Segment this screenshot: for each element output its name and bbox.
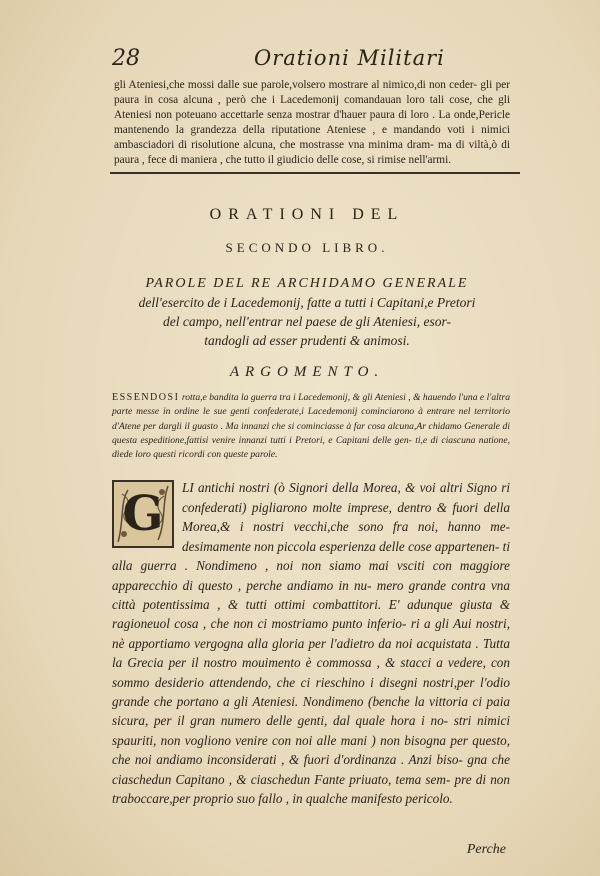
ornamental-dropcap [112, 480, 174, 548]
oration-body [112, 478, 510, 808]
argument-paragraph [112, 391, 510, 462]
running-title: Orationi Militari [254, 46, 445, 70]
section-divider [110, 172, 520, 174]
section-subtitle: SECONDO LIBRO. [225, 240, 389, 255]
oration-text: LI antichi nostri (ò Signori della Morea, & voi altri Signo ri confederati) pigliarono molte imprese, dentro & fuori della Morea,& i nostri vecchi,che sono fra noi, hanno me- desimamente non piccola esperienza delle cose appartenen- ti alla guerra . Nondimeno , noi non siamo mai vsciti con maggiore apparecchio di questo , perche andiamo in nu- mero grande contra vna città potentissima , & tutti ottimi combattitori. E' adunque giusta & ragioneuol cosa , che non ci mostriamo punto inferio- ri a gli Aui nostri, nè apportiamo vergogna alla gloria per l'adietro da noi acquistata . Tutta la Grecia per il nostro mouimento è commossa , & stacci a vedere, con sommo desiderio attendendo, che ci rieschino i disegni nostri,per l'odio grande che portano a gli Ateniesi. Nondimeno (benche la vittoria ci paia sicura, per il gran numero delle genti, dal quale hora i no- stri nimici spauriti, non vogliono venire con noi alle mani ) non bisogna per questo, che noi andiamo inconsiderati , & fuori d'ordinanza . Anzi biso- gna che ciaschedun Capitano , & ciaschedun Fante priuato, tema sem- pre di non traboccare,per proprio suo fallo , in qualche manifesto pericolo. [112, 480, 510, 806]
catchword: Perche [466, 842, 506, 857]
section-title: ORATIONI DEL [209, 206, 405, 223]
argument-lead-word: ESSENDOSI [112, 392, 180, 403]
page-number: 28 [112, 46, 140, 71]
oration-heading-line-1: PAROLE DEL RE ARCHIDAMO GENERALE [145, 276, 469, 291]
oration-heading-line-3: del campo, nell'entrar nel paese de gli Ateniesi, esor- [162, 314, 452, 329]
argument-body: rotta,e bandita la guerra tra i Lacedemonij, & gli Ateniesi , & hauendo l'una e l'altra parte messe in ordine le sue genti confederate,i Lacedemonij cominciarono à entrare nel territorio d'Atene per dargli il guasto . Ma innanzi che si cominciasse à far cosa alcuna,Ar chidamo Generale di questa espeditione,fattisi venire innanzi tutti i Pretori, e Capitani delle gen- ti,e di ciascuna natione, diede loro questi ricordi con queste parole. [112, 392, 510, 461]
oration-heading-line-2: dell'esercito de i Lacedemonij, fatte a tutti i Capitani,e Pretori [138, 295, 476, 310]
oration-heading [104, 274, 510, 350]
dropcap-letter: G [122, 486, 164, 543]
page-header [104, 40, 510, 74]
previous-section-text: gli Ateniesi,che mossi dalle sue parole,volsero mostrare al nimico,di non ceder- gli per paura in cosa alcuna , però che i Lacedemonij comandauan loro tali cose, che gli Ateniesi non poteuano accettarle senza mostrar d'hauer paura di loro . La onde,Pericle mantenendo la grandezza della riputatione Ateniese , e mandando voti i nimici ambasciadori di risolutione alcuna, che mostrasse vna minima dram- ma di viltà,ò di paura , fece di maniera , che tutto il giudicio delle cose, si rimise nell'armi. [114, 79, 510, 166]
argomento-label: ARGOMENTO. [229, 364, 385, 380]
oration-heading-line-4: tandogli ad esser prudenti & animosi. [204, 333, 410, 348]
